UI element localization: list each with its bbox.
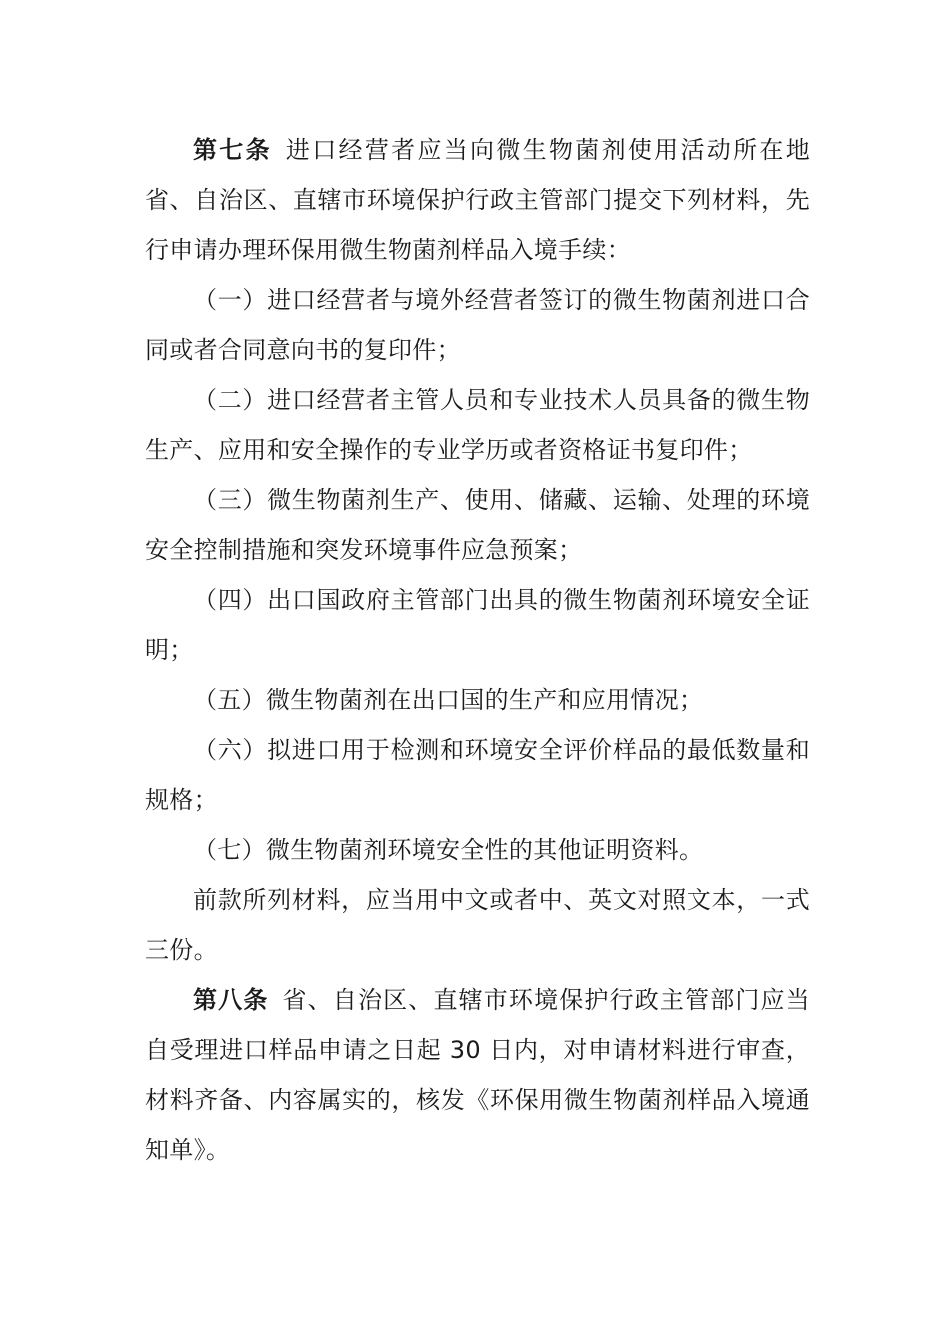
article-7-intro: 进口经营者应当向微生物菌剂使用活动所在地省、自治区、直辖市环境保护行政主管部门提交下列材料，先行申请办理环保用微生物菌剂样品入境手续： (145, 136, 811, 264)
article-8-label: 第八条 (193, 986, 269, 1014)
article-7-item-1: （一）进口经营者与境外经营者签订的微生物菌剂进口合同或者合同意向书的复印件； (145, 286, 810, 364)
article-7-item-5: （五）微生物菌剂在出口国的生产和应用情况； (193, 686, 704, 714)
article-7-paragraph (145, 125, 810, 275)
article-7-label: 第七条 (193, 136, 272, 164)
article-7-item-7: （七）微生物菌剂环境安全性的其他证明资料。 (193, 836, 704, 864)
article-8-paragraph (145, 975, 810, 1175)
document-body (145, 125, 810, 1175)
article-7-item-2: （二）进口经营者主管人员和专业技术人员具备的微生物生产、应用和安全操作的专业学历或者资格证书复印件； (145, 386, 810, 464)
article-7-closing: 前款所列材料，应当用中文或者中、英文对照文本，一式三份。 (145, 886, 810, 964)
article-7-item-3: （三）微生物菌剂生产、使用、储藏、运输、处理的环境安全控制措施和突发环境事件应急预案； (145, 486, 810, 564)
article-7-item-4: （四）出口国政府主管部门出具的微生物菌剂环境安全证明； (145, 586, 810, 664)
article-8-text: 省、自治区、直辖市环境保护行政主管部门应当自受理进口样品申请之日起 30 日内，对申请材料进行审查，材料齐备、内容属实的，核发《环保用微生物菌剂样品入境通知单》。 (145, 986, 810, 1164)
article-7-item-6: （六）拟进口用于检测和环境安全评价样品的最低数量和规格； (145, 736, 810, 814)
